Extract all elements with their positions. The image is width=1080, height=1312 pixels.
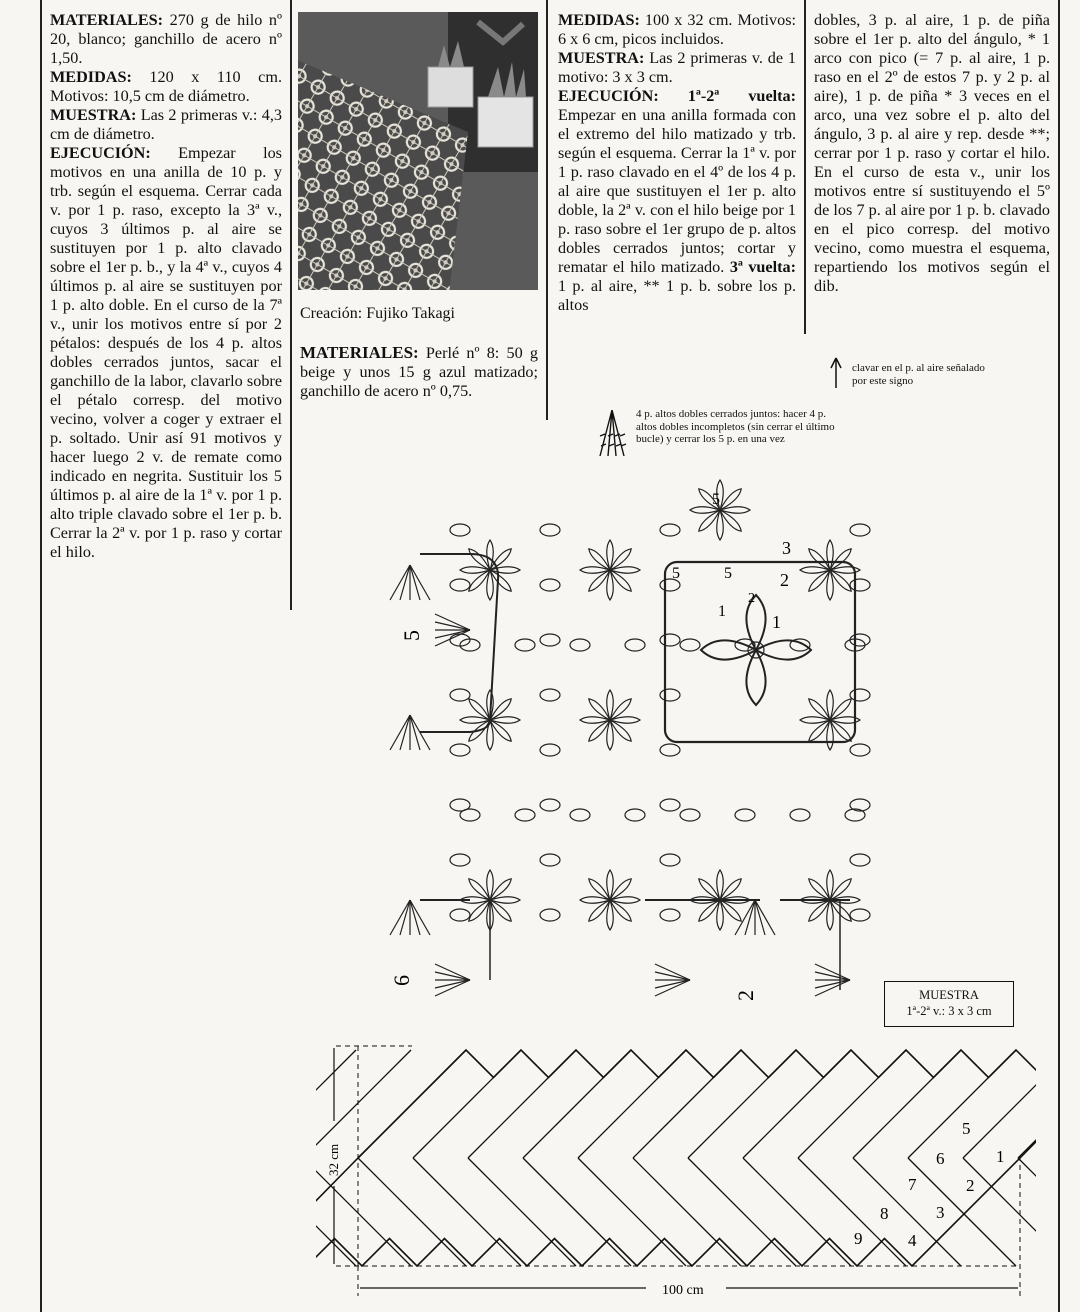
muestra-text: Las 2 primeras v.: 4,3 cm de diámetro. bbox=[50, 106, 283, 143]
column-rule-3 bbox=[546, 0, 548, 420]
layout-number-1: 1 bbox=[996, 1147, 1005, 1166]
column-1-text bbox=[50, 11, 282, 562]
chart-label-3-top: 3 bbox=[782, 538, 791, 558]
layout-number-5: 5 bbox=[962, 1119, 971, 1138]
materiales-label: MATERIALES: bbox=[50, 11, 164, 29]
materiales-text-2: Perlé nº 8: 50 g beige y unos 15 g azul matizado; ganchillo de acero nº 0,75. bbox=[300, 344, 539, 400]
column-4-paragraph: dobles, 3 p. al aire, 1 p. de piña sobre el 1er p. alto del ángulo, * 1 arco con pico (= 7 p. al aire, 1 p. raso en el 2º de estos 7 p. y 2 p. al aire), 1 p. de piña * 3 veces en el arco, una vez sobre el p. alto del ángulo, 3 p. al aire y rep. desde **; cerrar por 1 p. raso y cortar el hilo. En el curso de esta v., unir los motivos entre sí sustituyendo el 5º de los 7 p. al aire por 1 p. b. clavado en el pico corresp. del motivo vecino, como muestra el esquema, repartiendo los motivos según el dib. bbox=[814, 11, 1050, 295]
layout-number-2: 2 bbox=[966, 1176, 975, 1195]
chart-label-6-left: 6 bbox=[389, 975, 414, 986]
muestra-text-3: Las 2 primeras v. de 1 motivo: 3 x 3 cm. bbox=[558, 49, 797, 86]
chart-label-r5: 5 bbox=[672, 565, 680, 582]
clavar-symbol-icon bbox=[826, 356, 846, 390]
layout-diagram bbox=[316, 1036, 1036, 1304]
medidas-label-3: MEDIDAS: bbox=[558, 11, 640, 29]
chart-label-5-top: 5 bbox=[712, 491, 720, 508]
layout-number-4: 4 bbox=[908, 1231, 917, 1250]
medidas-text: 120 x 110 cm. Motivos: 10,5 cm de diámetro. bbox=[50, 68, 282, 105]
chart-label-r1a: 1 bbox=[718, 603, 726, 620]
muestra-box-text: 1ª-2ª v.: 3 x 3 cm bbox=[906, 1004, 992, 1018]
column-2-text bbox=[300, 343, 538, 401]
ejecucion-label-3: EJECUCIÓN: 1ª-2ª vuelta: bbox=[558, 87, 796, 105]
medidas-label: MEDIDAS: bbox=[50, 68, 132, 86]
chart-label-r2b: 2 bbox=[748, 591, 755, 606]
vuelta3-label: 3ª vuelta: bbox=[729, 258, 796, 276]
layout-number-3: 3 bbox=[936, 1203, 945, 1222]
muestra-box-title: MUESTRA bbox=[919, 988, 979, 1002]
layout-number-8: 8 bbox=[880, 1204, 889, 1223]
layout-number-7: 7 bbox=[908, 1175, 917, 1194]
column-rule-5 bbox=[1058, 0, 1060, 1312]
vuelta3-text: 1 p. al aire, ** 1 p. b. sobre los p. altos bbox=[558, 277, 796, 314]
photo-caption: Creación: Fujiko Takagi bbox=[300, 305, 455, 322]
cerrados-note: 4 p. altos dobles cerrados juntos: hacer 4 p. altos dobles incompletos (sin cerrar el último bucle) y cerrar los 5 p. en una vez bbox=[636, 408, 835, 445]
column-rule-4 bbox=[804, 0, 806, 334]
ejecucion-text-3: Empezar en una anilla formada con el extremo del hilo matizado y trb. según el esquema. Cerrar la 1ª v. por 1 p. raso clavado en el 4º de los 4 p. al aire que sustituyen el 1er p. alto doble, la 2ª v. con el hilo beige por 1 p. raso sobre el 1er grupo de p. altos dobles cerrados juntos; cortar y rematar el hilo matizado. bbox=[558, 106, 796, 276]
column-3-text bbox=[558, 11, 796, 315]
ejecucion-label: EJECUCIÓN: bbox=[50, 144, 151, 162]
cerrados-symbol-icon bbox=[596, 406, 628, 460]
chart-label-5-left: 5 bbox=[399, 630, 424, 641]
column-rule-1 bbox=[40, 0, 42, 1312]
column-rule-2 bbox=[290, 0, 292, 610]
medidas-text-3: 100 x 32 cm. Motivos: 6 x 6 cm, picos incluidos. bbox=[558, 11, 796, 48]
crochet-table-runner-photo bbox=[298, 12, 538, 290]
chart-label-2-bottom: 2 bbox=[733, 990, 758, 1001]
muestra-box bbox=[884, 981, 1014, 1027]
column-4-text bbox=[814, 11, 1050, 296]
layout-height-label: 32 cm bbox=[326, 1143, 341, 1176]
chart-label-r1b: 1 bbox=[772, 612, 781, 632]
layout-width-label: 100 cm bbox=[662, 1283, 704, 1298]
muestra-label: MUESTRA: bbox=[50, 106, 137, 124]
ejecucion-text: Empezar los motivos en una anilla de 10 p. y trb. según el esquema. Cerrar cada v. por 1 p. raso, excepto la 3ª v., cuyos 3 últimos p. al aire se sustituyen por 1 p. alto clavado sobre el 1er p. b., y la 4ª v., cuyos 4 últimos p. al aire se sustituyen por 1 p. alto doble. En el curso de la 7ª v., unir los motivos entre sí por 2 pétalos: después de los 4 p. altos dobles cerrados juntos, sacar el ganchillo de la labor, clavarlo sobre el pétalo corresp. del motivo vecino, volver a coger y extraer el p. soltado. Unir así 91 motivos y hacer luego 2 v. de remate como indicado en negrita. Sustituir los 5 últimos p. al aire de la 1ª v. por 1 p. alto triple clavado sobre el 1er p. b. Cerrar la 2ª v. por 1 p. raso y cortar el hilo. bbox=[50, 144, 282, 561]
chart-label-r5b: 5 bbox=[724, 565, 732, 582]
layout-number-6: 6 bbox=[936, 1149, 945, 1168]
layout-number-9: 9 bbox=[854, 1229, 863, 1248]
materiales-label-2: MATERIALES: bbox=[300, 343, 419, 362]
materiales-text: 270 g de hilo nº 20, blanco; ganchillo de acero nº 1,50. bbox=[50, 11, 283, 67]
crochet-chart bbox=[380, 470, 930, 1010]
muestra-label-3: MUESTRA: bbox=[558, 49, 645, 67]
chart-label-r2: 2 bbox=[780, 570, 789, 590]
clavar-note: clavar en el p. al aire señalado por este signo bbox=[852, 362, 985, 387]
